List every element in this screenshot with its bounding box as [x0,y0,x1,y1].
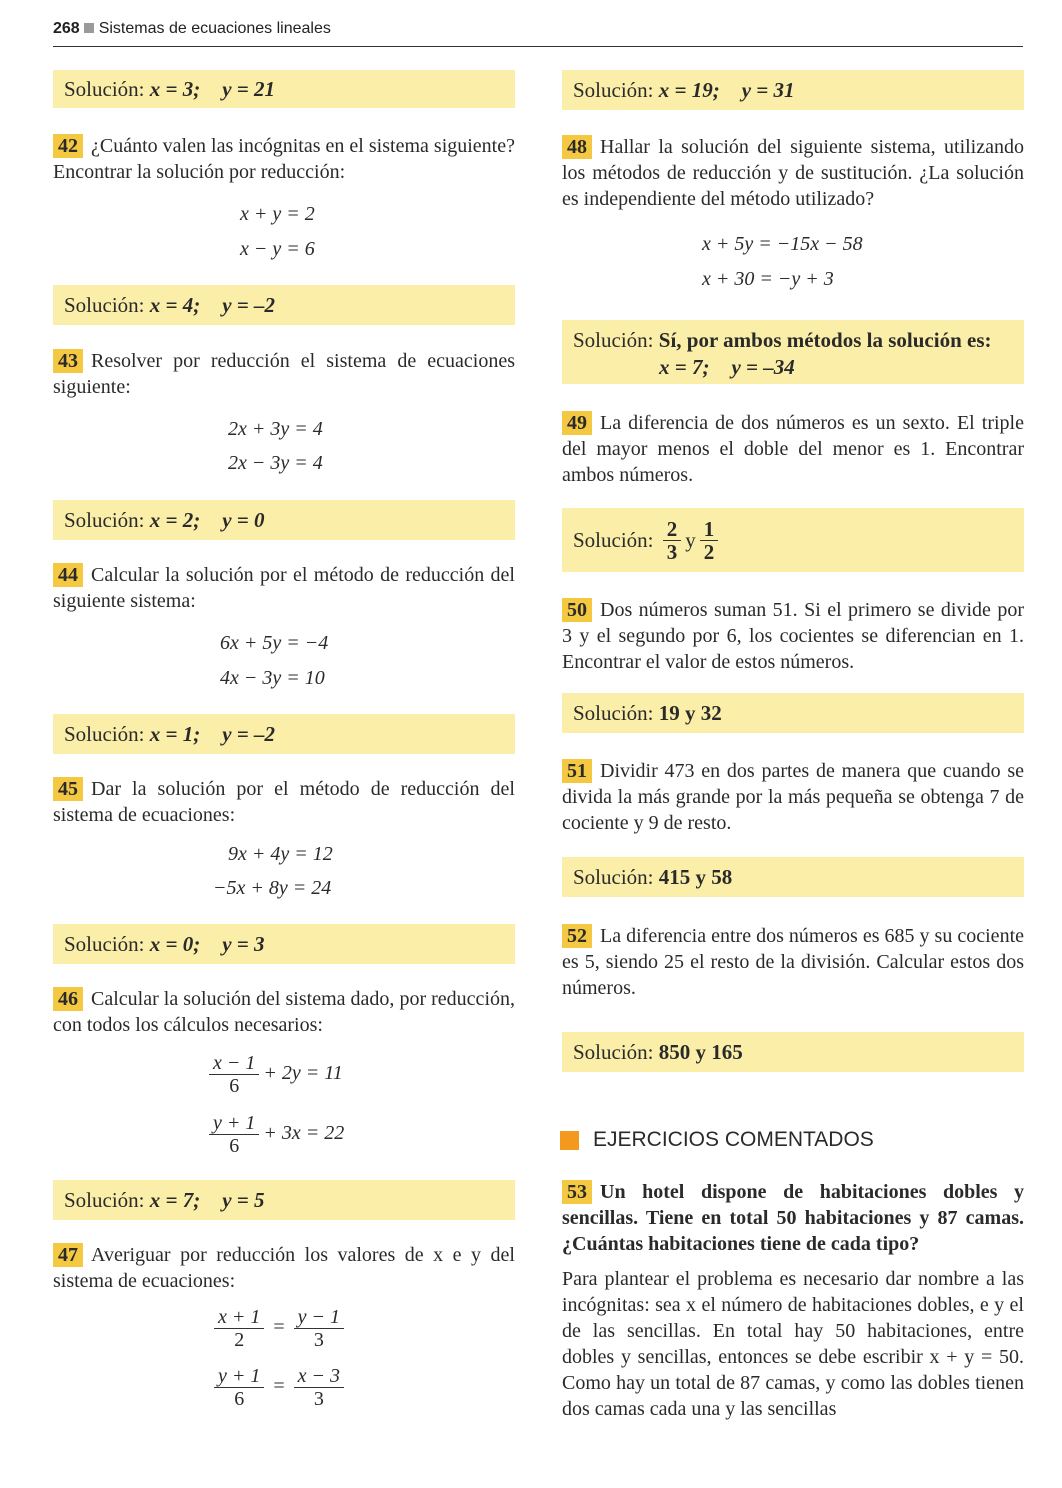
problem-text: Dividir 473 en dos partes de manera que cuando se divida la más grande por la más pequeña se obtenga 7 de cociente y 9 de resto. [562,760,1024,834]
equation: 9x + 4y = 12 [228,843,333,865]
solution-box: Solución: 850 y 165 [562,1032,1024,1072]
solution-box: Solución: 19 y 32 [562,693,1024,733]
solution-box: Solución: x = 1; y = –2 [53,714,515,754]
solution-box: Solución: x = 2; y = 0 [53,500,515,540]
problem-number: 44 [53,563,83,587]
chapter-title: Sistemas de ecuaciones lineales [98,20,331,37]
equation: $\frac{y + 1}{6}$ + 3x = 22 [205,1112,344,1157]
equation: −5x + 8y = 24 [213,877,332,899]
equation: 2x + 3y = 4 [228,418,323,440]
problem-text: Hallar la solución del siguiente sistema, utilizando los métodos de reducción y de sustitución. ¿La solución es independiente del método utilizado? [562,136,1024,210]
problem-53-explanation: Para plantear el problema es necesario dar nombre a las incógnitas: sea x el número de habitaciones dobles, e y el de las sencillas. En total hay 50 habitaciones, entre dobles y sencillas, entonces se debe escribir x + y = 50. Como hay un total de 87 camas, y como las dobles tienen dos camas cada una y las sencillas [562,1268,1024,1420]
problem-51 [562,758,1024,836]
problem-number: 42 [53,134,83,158]
solution-box: Solución: x = 3; y = 21 [53,70,515,108]
problem-number: 52 [562,924,592,948]
solution-box: Solución: 415 y 58 [562,857,1024,897]
section-heading: EJERCICIOS COMENTADOS [560,1128,874,1152]
problem-question: Un hotel dispone de habitaciones dobles y sencillas. Tiene en total 50 habitaciones y 87 camas. ¿Cuántas habitaciones tiene de cada tipo? [562,1181,1024,1255]
equation: x + y = 2 [240,203,315,225]
equation: 6x + 5y = −4 [220,632,329,654]
equation: $\frac{y + 1}{6}$ = $\frac{x - 3}{3}$ [210,1365,348,1410]
equation: $\frac{x + 1}{2}$ = $\frac{y - 1}{3}$ [210,1306,348,1351]
problem-number: 43 [53,349,83,373]
equation: x + 30 = −y + 3 [702,268,834,290]
equation: x + 5y = −15x − 58 [702,233,863,255]
problem-text: ¿Cuánto valen las incógnitas en el sistema siguiente? Encontrar la solución por reducción: [53,135,515,183]
problem-text: Calcular la solución del sistema dado, por reducción, con todos los cálculos necesarios: [53,988,515,1036]
solution-box: Solución: x = 0; y = 3 [53,924,515,964]
problem-number: 53 [562,1180,592,1204]
header-square-icon [84,23,94,33]
problem-45 [53,776,515,828]
problem-text: Dar la solución por el método de reducción del sistema de ecuaciones: [53,778,515,826]
problem-text: Resolver por reducción el sistema de ecuaciones siguiente: [53,350,515,398]
problem-text: La diferencia de dos números es un sexto. El triple del mayor menos el doble del menor es 1. Encontrar ambos números. [562,412,1024,486]
problem-46 [53,986,515,1038]
equation: 4x − 3y = 10 [220,667,325,689]
problem-text: Dos números suman 51. Si el primero se divide por 3 y el segundo por 6, los cocientes se diferencian en 1. Encontrar el valor de estos números. [562,599,1024,673]
problem-text: Averiguar por reducción los valores de x e y del sistema de ecuaciones: [53,1244,515,1292]
solution-box: Solución: x = 19; y = 31 [562,70,1024,110]
problem-number: 49 [562,411,592,435]
problem-number: 46 [53,987,83,1011]
problem-number: 45 [53,777,83,801]
equation: $\frac{x - 1}{6}$ + 2y = 11 [205,1052,343,1097]
problem-50 [562,597,1024,675]
problem-53 [562,1179,1024,1257]
problem-48 [562,134,1024,212]
problem-43 [53,348,515,400]
solution-box: Solución: x = 4; y = –2 [53,285,515,325]
page-header [53,20,1023,47]
problem-47 [53,1242,515,1294]
problem-number: 47 [53,1243,83,1267]
problem-number: 48 [562,135,592,159]
problem-text: Calcular la solución por el método de reducción del siguiente sistema: [53,564,515,612]
equation: x − y = 6 [240,238,315,260]
problem-text: La diferencia entre dos números es 685 y su cociente es 5, siendo 25 el resto de la división. Calcular estos dos números. [562,925,1024,999]
solution-box: Solución: $\frac{2}{3}$ y $\frac{1}{2}$ [562,508,1024,572]
problem-49 [562,410,1024,488]
problem-42 [53,133,515,185]
solution-box: Solución: Sí, por ambos métodos la solución es: x = 7; y = –34 [562,320,1024,384]
page-number: 268 [53,20,80,37]
problem-number: 51 [562,759,592,783]
problem-52 [562,923,1024,1001]
equation: 2x − 3y = 4 [228,452,323,474]
section-square-icon [560,1131,579,1150]
problem-44 [53,562,515,614]
solution-box: Solución: x = 7; y = 5 [53,1180,515,1220]
problem-number: 50 [562,598,592,622]
